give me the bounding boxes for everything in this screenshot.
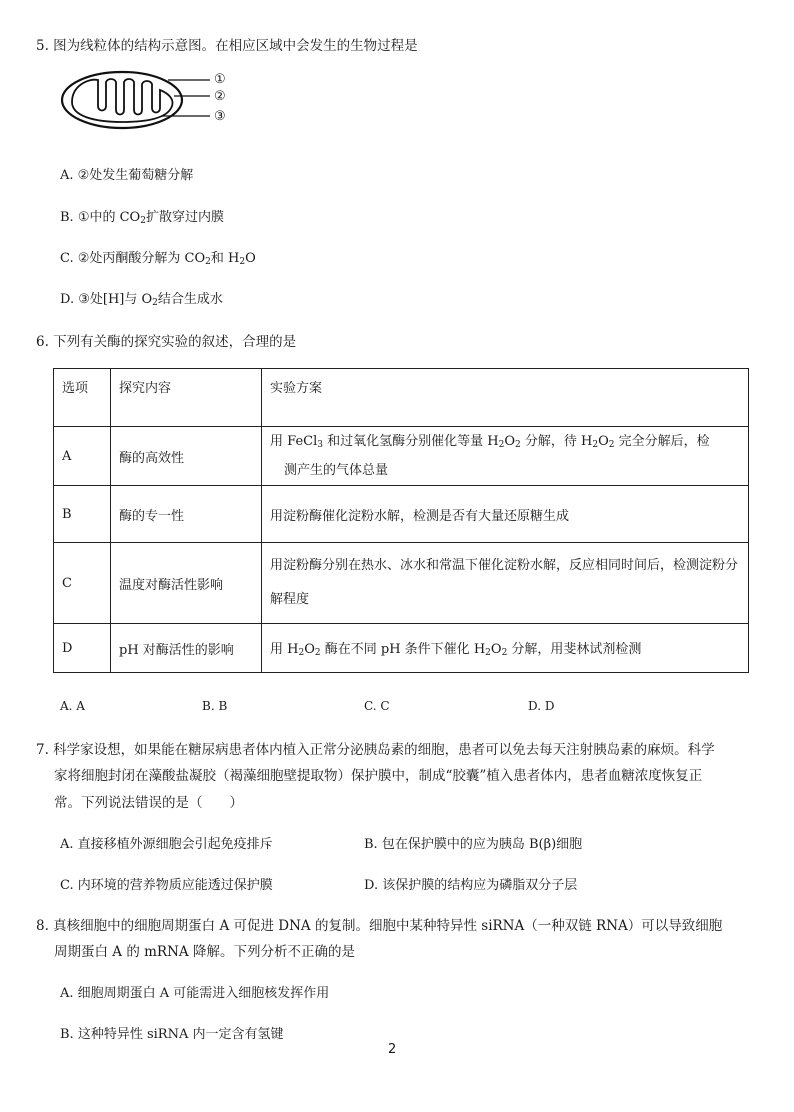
q6-choice-b[interactable]: B. B [202,699,228,713]
q7-option-c[interactable]: C. 内环境的营养物质应能透过保护膜 [60,878,273,893]
q7-option-d[interactable]: D. 该保护膜的结构应为磷脂双分子层 [364,878,578,893]
q5-option-d[interactable]: D. ③处[H]与 $O_2$结合生成水 [60,292,223,308]
label-3: ③ [214,109,226,124]
q6-choice-c[interactable]: C. C [364,699,390,713]
q7-stem-line1: 7. 科学家设想，如果能在糖尿病患者体内植入正常分泌胰岛素的细胞，患者可以免去每天注射胰岛素的麻烦。科学 [36,742,715,758]
table-row: B 酶的专一性 用淀粉酶催化淀粉水解，检测是否有大量还原糖生成 [54,486,749,543]
table-row: D pH 对酶活性的影响 用 $H_2O_2$ 酶在不同 pH 条件下催化 $H_2O_2$ 分解，用斐林试剂检测 [54,624,749,673]
header-content: 探究内容 [111,369,262,427]
q5-option-c[interactable]: C. ②处丙酮酸分解为 $CO_2$和 $H_2O$ [60,251,256,267]
page-number: 2 [388,1042,397,1057]
q7-stem-line2: 家将细胞封闭在藻酸盐凝胶（褐藻细胞壁提取物）保护膜中，制成“胶囊”植入患者体内，患者血糖浓度恢复正 [54,768,703,784]
experiment-table [53,368,749,673]
label-1: ① [214,72,226,87]
q8-option-b[interactable]: B. 这种特异性 siRNA 内一定含有氢键 [60,1027,284,1042]
q8-option-a[interactable]: A. 细胞周期蛋白 A 可能需进入细胞核发挥作用 [60,986,330,1001]
q5-stem: 5. 图为线粒体的结构示意图。在相应区域中会发生的生物过程是 [36,38,418,54]
q7-option-b[interactable]: B. 包在保护膜中的应为胰岛 B(β)细胞 [364,837,583,852]
q7-option-a[interactable]: A. 直接移植外源细胞会引起免疫排斥 [60,837,273,852]
q8-stem-line2: 周期蛋白 A 的 mRNA 降解。下列分析不正确的是 [54,944,355,960]
plan-d: 用 $H_2O_2$ 酶在不同 pH 条件下催化 $H_2O_2$ 分解，用斐林试剂检测 [262,624,749,673]
q5-option-a[interactable]: A. ②处发生葡萄糖分解 [60,168,194,183]
header-option: 选项 [54,369,111,427]
label-2: ② [214,89,226,104]
q8-stem-line1: 8. 真核细胞中的细胞周期蛋白 A 可促进 DNA 的复制。细胞中某种特异性 siRNA（一种双链 RNA）可以导致细胞 [36,918,723,934]
q6-stem: 6. 下列有关酶的探究实验的叙述，合理的是 [36,334,297,350]
plan-a: 用 FeCl$_3$ 和过氧化氢酶分别催化等量 $H_2O_2$ 分解，待 $H_2O_2$ 完全分解后，检 测产生的气体总量 [262,427,749,486]
table-header-row [54,369,749,427]
plan-b: 用淀粉酶催化淀粉水解，检测是否有大量还原糖生成 [262,486,749,543]
table-row: C 温度对酶活性影响 用淀粉酶分别在热水、冰水和常温下催化淀粉水解，反应相同时间后，检测淀粉分解程度 [54,543,749,624]
q5-option-b[interactable]: B. ①中的 $CO_2$扩散穿过内膜 [60,210,224,226]
table-row: A 酶的高效性 用 FeCl$_3$ 和过氧化氢酶分别催化等量 $H_2O_2$ 分解，待 $H_2O_2$ 完全分解后，检 测产生的气体总量 [54,427,749,486]
q6-choice-d[interactable]: D. D [528,699,555,713]
header-plan: 实验方案 [262,369,749,427]
mitochondrion-diagram [58,66,238,132]
plan-c: 用淀粉酶分别在热水、冰水和常温下催化淀粉水解，反应相同时间后，检测淀粉分解程度 [262,543,749,624]
q7-stem-line3: 常。下列说法错误的是（ ） [54,795,243,811]
q6-choice-a[interactable]: A. A [60,699,85,713]
